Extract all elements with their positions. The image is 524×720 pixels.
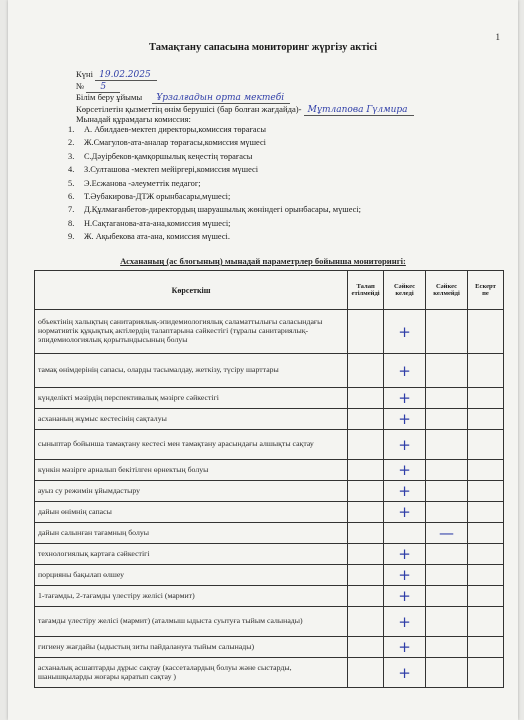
table-row (35, 354, 504, 388)
table-row (35, 586, 504, 607)
mark-cell (468, 502, 504, 523)
member-number: 8. (68, 218, 75, 228)
mark-cell (348, 430, 384, 460)
indicator-cell: ауыз су режимін ұйымдастыру (35, 481, 348, 502)
number-line (76, 81, 120, 92)
date-value: 19.02.2025 (95, 70, 157, 81)
mark-cell (468, 430, 504, 460)
mark-cell (468, 481, 504, 502)
mark-cell (426, 310, 468, 354)
provider-value: Мұтлапова Гүлмира (304, 105, 414, 116)
indicator-cell: күнкін мәзірге арналып бекітілген өрнектың болуы (35, 460, 348, 481)
member-text: Н.Сақтаганова-ата-ана,комиссия мүшесі; (84, 218, 231, 228)
mark-cell (468, 388, 504, 409)
header-compliant: Сәйкес келеді (384, 271, 426, 310)
mark-cell: + (384, 430, 426, 460)
mark-cell (468, 544, 504, 565)
member-number: 2. (68, 138, 75, 148)
member-text: Э.Есжанова -әлеуметтік педагог; (84, 178, 201, 188)
mark-cell (348, 409, 384, 430)
mark-cell: + (384, 502, 426, 523)
mark-cell: + (384, 460, 426, 481)
commission-member (68, 179, 361, 192)
table-row (35, 481, 504, 502)
mark-cell (348, 354, 384, 388)
indicator-cell: асханалық асшаптарды дұрыс сақтау (кассеталардың болуы және сыстарды, шанышқыларды жоғары қаратып сақтау ) (35, 658, 348, 688)
indicator-cell: күнделікті мәзірдің перспективалық мәзірге сәйкестігі (35, 388, 348, 409)
mark-cell (426, 637, 468, 658)
member-number: 3. (68, 151, 75, 161)
table-body (35, 310, 504, 688)
mark-cell (468, 607, 504, 637)
member-number: 7. (68, 205, 75, 215)
member-number: 9. (68, 232, 75, 242)
member-text: А. Абилдаев-мектеп директоры,комиссия төрағасы (84, 125, 266, 134)
commission-member (68, 219, 361, 232)
header-indicator: Көрсеткіш (35, 271, 348, 310)
indicator-cell: порцияны бақылап өлшеу (35, 565, 348, 586)
member-text: С.Дәуірбеков-қамқоршылық кеңестің төрағасы (84, 151, 253, 161)
mark-cell (426, 354, 468, 388)
mark-cell (348, 388, 384, 409)
mark-cell (426, 607, 468, 637)
commission-member (68, 205, 361, 218)
mark-cell (348, 502, 384, 523)
mark-cell (348, 658, 384, 688)
table-row (35, 430, 504, 460)
member-number: 5. (68, 178, 75, 188)
indicator-cell: 1-тағамды, 2-тағамды үлестіру желісі (мармит) (35, 586, 348, 607)
number-value: 5 (86, 82, 120, 93)
mark-cell: + (384, 637, 426, 658)
mark-cell: + (384, 481, 426, 502)
indicator-cell: дайын салынған тағамның болуы (35, 523, 348, 544)
member-text: Т.Әубакирова-ДТЖ орынбасары,мүшесі; (84, 191, 231, 201)
table-row (35, 502, 504, 523)
table-header-row (35, 271, 504, 310)
member-number: 1. (68, 125, 75, 134)
mark-cell (468, 460, 504, 481)
school-line (76, 92, 290, 103)
mark-cell: + (384, 607, 426, 637)
indicator-cell: технологиялық картаға сәйкестігі (35, 544, 348, 565)
member-number: 6. (68, 191, 75, 201)
member-text: Ж.Смагулов-ата-аналар төрағасы,комиссия мүшесі (84, 138, 267, 148)
table-row (35, 409, 504, 430)
monitoring-table (34, 270, 504, 688)
table-row (35, 637, 504, 658)
mark-cell (426, 388, 468, 409)
table-row (35, 658, 504, 688)
table-row (35, 310, 504, 354)
mark-cell (468, 658, 504, 688)
table-title: Асхананың (ас блогының) мынадай параметрлер бойынша мониторингі: (120, 256, 406, 266)
mark-cell: + (384, 586, 426, 607)
school-value: Ұрзалғадын орта мектебі (152, 93, 290, 104)
indicator-cell: сыныптар бойынша тамақтану кестесі мен тамақтану арасындағы алшықты сақтау (35, 430, 348, 460)
mark-cell (348, 544, 384, 565)
mark-cell (468, 409, 504, 430)
mark-cell (426, 409, 468, 430)
mark-cell (468, 310, 504, 354)
member-text: Д.Құлмағанбетов-директордың шаруашылық жөніндегі орынбасары, мүшесі; (84, 205, 361, 215)
mark-cell (426, 502, 468, 523)
mark-cell (426, 586, 468, 607)
mark-cell: + (384, 565, 426, 586)
member-number: 4. (68, 165, 75, 175)
document-title: Тамақтану сапасына мониторинг жүргізу актісі (149, 42, 377, 53)
mark-cell: — (426, 523, 468, 544)
member-text: З.Султашова -мектеп мейіргері,комиссия мүшесі (84, 165, 259, 175)
page-number: 1 (495, 32, 500, 42)
mark-cell (348, 607, 384, 637)
mark-cell: + (384, 409, 426, 430)
mark-cell (468, 586, 504, 607)
table-row (35, 388, 504, 409)
indicator-cell: дайын өнімнің сапасы (35, 502, 348, 523)
commission-member (68, 125, 361, 138)
table-row (35, 460, 504, 481)
mark-cell: + (384, 544, 426, 565)
mark-cell: + (384, 388, 426, 409)
mark-cell (426, 460, 468, 481)
table-row (35, 565, 504, 586)
commission-member (68, 138, 361, 151)
mark-cell (426, 430, 468, 460)
commission-member (68, 192, 361, 205)
provider-label: Көрсетілетін қызметтің өнім берушісі (бар болған жағдайда)- (76, 104, 302, 114)
header-note: Ескерт пе (468, 271, 504, 310)
mark-cell (348, 310, 384, 354)
table-row (35, 607, 504, 637)
mark-cell (426, 658, 468, 688)
mark-cell (426, 565, 468, 586)
commission-members (68, 125, 361, 246)
table-row (35, 523, 504, 544)
header-not-required: Талап етілмейді (348, 271, 384, 310)
mark-cell (468, 565, 504, 586)
mark-cell (384, 523, 426, 544)
table-row (35, 544, 504, 565)
document-page (8, 0, 518, 720)
indicator-cell: асхананың жұмыс кестесінің сақталуы (35, 409, 348, 430)
header-non-compliant: Сәйкес келмейді (426, 271, 468, 310)
indicator-cell: тағамды үлестіру желісі (мармит) (аталмыш ыдыста суытуға тыйым салынады) (35, 607, 348, 637)
mark-cell (348, 481, 384, 502)
date-line (76, 69, 157, 80)
number-label: № (76, 81, 85, 91)
mark-cell (348, 586, 384, 607)
commission-member (68, 165, 361, 178)
indicator-cell: объектінің халықтың санитариялық-эпидемиологиялық саламаттылығы саласындағы нормативтік құқықтық актілердің талаптарына сәйкестігі (тұралы санитариялық-эпидемиологиялық қорытындысының болуы (35, 310, 348, 354)
mark-cell (468, 523, 504, 544)
indicator-cell: гигиену жағдайы (ыдыстың зиты пайдалануға тыйым салынады) (35, 637, 348, 658)
mark-cell (468, 637, 504, 658)
mark-cell: + (384, 658, 426, 688)
mark-cell (348, 637, 384, 658)
date-label: Күні (76, 69, 94, 79)
commission-label: Мынадай құрамдағы комиссия: (76, 114, 191, 124)
mark-cell: + (384, 354, 426, 388)
indicator-cell: тамақ өнімдерінің сапасы, оларды тасымалдау, жеткізу, түсіру шарттары (35, 354, 348, 388)
mark-cell (348, 523, 384, 544)
mark-cell (426, 481, 468, 502)
member-text: Ж. Ақыбекова ата-ана, комиссия мүшесі. (84, 232, 230, 242)
mark-cell: + (384, 310, 426, 354)
mark-cell (426, 544, 468, 565)
commission-member (68, 152, 361, 165)
mark-cell (348, 460, 384, 481)
commission-member (68, 232, 361, 245)
school-label: Білім беру ұйымы (76, 92, 143, 102)
mark-cell (348, 565, 384, 586)
mark-cell (468, 354, 504, 388)
